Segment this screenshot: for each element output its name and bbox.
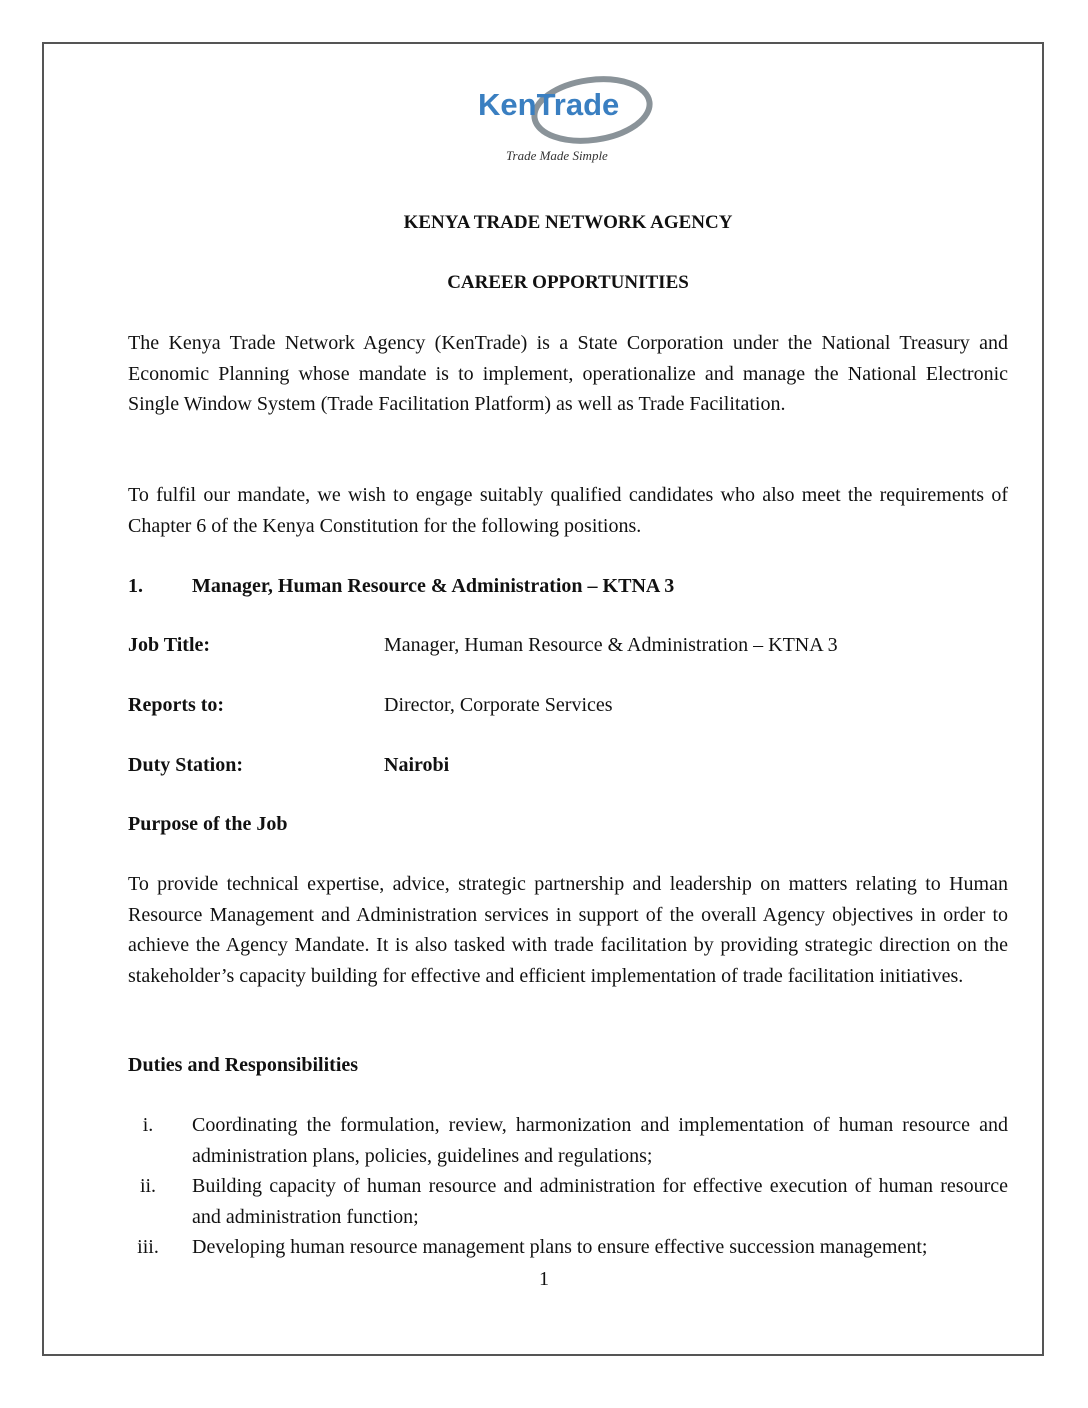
field-label: Duty Station: (128, 754, 244, 776)
list-item-text: Developing human resource management plans to ensure effective succession management; (192, 1236, 928, 1258)
mandate-paragraph: To fulfil our mandate, we wish to engage suitably qualified candidates who also meet the requirements of Chapter 6 of the Kenya Constitution for the following positions. (128, 484, 1008, 537)
logo-tagline: Trade Made Simple (506, 148, 608, 163)
kentrade-logo (470, 70, 660, 170)
field-label: Reports to: (128, 694, 225, 716)
list-item (128, 1110, 1008, 1171)
field-label: Job Title: (128, 634, 211, 656)
logo-brand-text: KenTrade (478, 87, 620, 122)
position-number: 1. (128, 575, 143, 597)
field-value: Director, Corporate Services (384, 694, 613, 716)
list-item-text: Building capacity of human resource and administration for effective execution of human resource and administration function; (192, 1175, 1008, 1228)
list-item (128, 1171, 1008, 1232)
page-number: 1 (539, 1268, 549, 1290)
field-value: Nairobi (384, 754, 450, 776)
list-item-text: Coordinating the formulation, review, harmonization and implementation of human resource and administration plans, policies, guidelines and regulations; (192, 1114, 1008, 1167)
list-item (128, 1232, 1008, 1263)
position-heading-text: Manager, Human Resource & Administration – KTNA 3 (192, 575, 675, 597)
list-item-number: iii. (137, 1236, 159, 1258)
purpose-heading: Purpose of the Job (128, 813, 288, 835)
section-title: CAREER OPPORTUNITIES (447, 272, 689, 293)
intro-paragraph: The Kenya Trade Network Agency (KenTrade) is a State Corporation under the National Treasury and Economic Planning whose mandate is to implement, operationalize and manage the National Electronic Single Window System (Trade Facilitation Platform) as well as Trade Facilitation. (128, 332, 1008, 415)
duties-heading: Duties and Responsibilities (128, 1054, 359, 1076)
purpose-paragraph: To provide technical expertise, advice, strategic partnership and leadership on matters relating to Human Resource Management and Administration services in support of the overall Agency objectives in order to achieve the Agency Mandate. It is also tasked with trade facilitation by providing strategic direction on the stakeholder’s capacity building for effective and efficient implementation of trade facilitation initiatives. (128, 873, 1008, 987)
org-title: KENYA TRADE NETWORK AGENCY (403, 212, 733, 233)
list-item-number: ii. (139, 1175, 157, 1197)
field-value: Manager, Human Resource & Administration – KTNA 3 (384, 634, 838, 656)
list-item-number: i. (142, 1114, 154, 1136)
